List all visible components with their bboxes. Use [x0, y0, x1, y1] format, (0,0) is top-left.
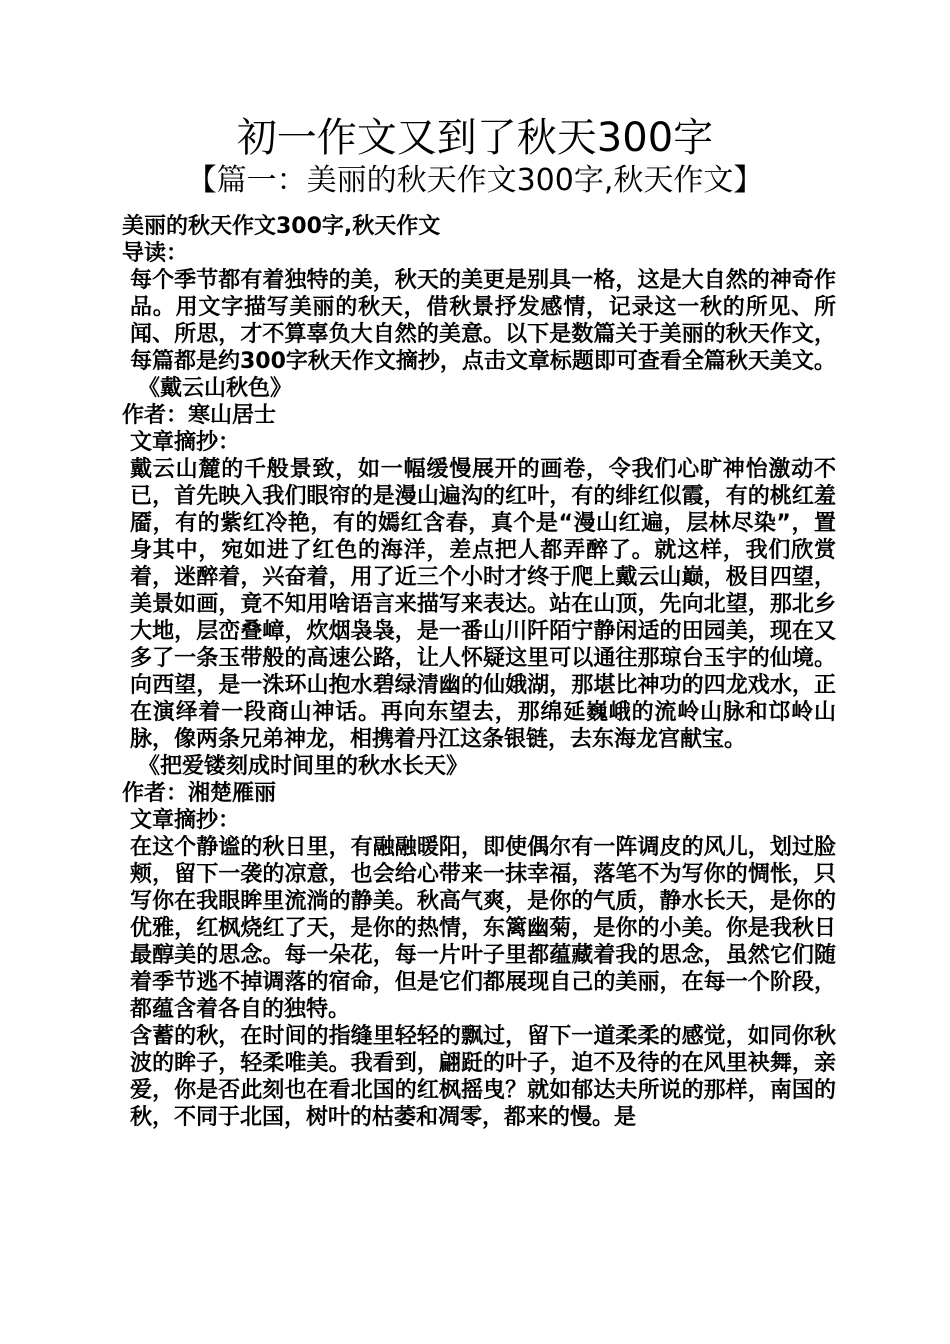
- excerpt-label: 文章摘抄：: [130, 808, 241, 833]
- document-subtitle: 【篇一：美丽的秋天作文300字,秋天作文】: [186, 163, 764, 198]
- article-paragraph: 含蓄的秋，在时间的指缝里轻轻的飘过，留下一道柔柔的感觉，如同你秋波的眸子，轻柔唯美。我看到，翩跹的叶子，迫不及待的在风里袂舞，亲爱，你是否此刻也在看北国的红枫摇曳？就如郁达夫所说的那样，南国的秋，不同于北国，树叶的枯萎和凋零，都来的慢。是: [130, 1024, 836, 1130]
- article-author: 作者：寒山居士: [122, 403, 277, 428]
- intro-paragraph: 每个季节都有着独特的美，秋天的美更是别具一格，这是大自然的神奇作品。用文字描写美丽的秋天，借秋景抒发感情，记录这一秋的所见、所闻、所思，才不算辜负大自然的美意。以下是数篇关于美丽的秋天作文，每篇都是约300字秋天作文摘抄，点击文章标题即可查看全篇秋天美文。: [130, 268, 836, 374]
- article-title: 《戴云山秋色》: [138, 376, 293, 401]
- section-heading: 美丽的秋天作文300字,秋天作文: [122, 214, 441, 239]
- intro-label: 导读：: [122, 241, 189, 266]
- article-author: 作者：湘楚雁丽: [122, 781, 277, 806]
- article-title: 《把爱镂刻成时间里的秋水长天》: [138, 754, 469, 779]
- document-title: 初一作文又到了秋天300字: [236, 115, 714, 161]
- article-paragraph: 戴云山麓的千般景致，如一幅缓慢展开的画卷，令我们心旷神怡激动不已，首先映入我们眼帘的是漫山遍沟的红叶，有的绯红似霞，有的桃红羞靥，有的紫红冷艳，有的嫣红含春，真个是“漫山红遍，层林尽染”，置身其中，宛如进了红色的海洋，差点把人都弄醉了。就这样，我们欣赏着，迷醉着，兴奋着，用了近三个小时才终于爬上戴云山巅，极目四望，美景如画，竟不知用啥语言来描写来表达。站在山顶，先向北望，那北乡大地，层峦叠嶂，炊烟袅袅，是一番山川阡陌宁静闲适的田园美，现在又多了一条玉带般的高速公路，让人怀疑这里可以通往那琼台玉宇的仙境。向西望，是一洙环山抱水碧绿清幽的仙娥湖，那堪比神功的四龙戏水，正在演绎着一段商山神话。再向东望去，那绵延巍峨的流岭山脉和邙岭山脉，像两条兄弟神龙，相携着丹江这条银链，去东海龙宫献宝。: [130, 457, 836, 752]
- excerpt-label: 文章摘抄：: [130, 430, 241, 455]
- article-paragraph: 在这个静谧的秋日里，有融融暖阳，即使偶尔有一阵调皮的风儿，划过脸颊，留下一袭的凉意，也会给心带来一抹幸福，落笔不为写你的惆怅，只写你在我眼眸里流淌的静美。秋高气爽，是你的气质，静水长天，是你的优雅，红枫烧红了天，是你的热情，东篱幽菊，是你的小美。你是我秋日最醇美的思念。每一朵花，每一片叶子里都蕴藏着我的思念，虽然它们随着季节逃不掉调落的宿命，但是它们都展现自己的美丽，在每一个阶段，都蕴含着各自的独特。: [130, 835, 836, 1022]
- document-body: [116, 213, 836, 1131]
